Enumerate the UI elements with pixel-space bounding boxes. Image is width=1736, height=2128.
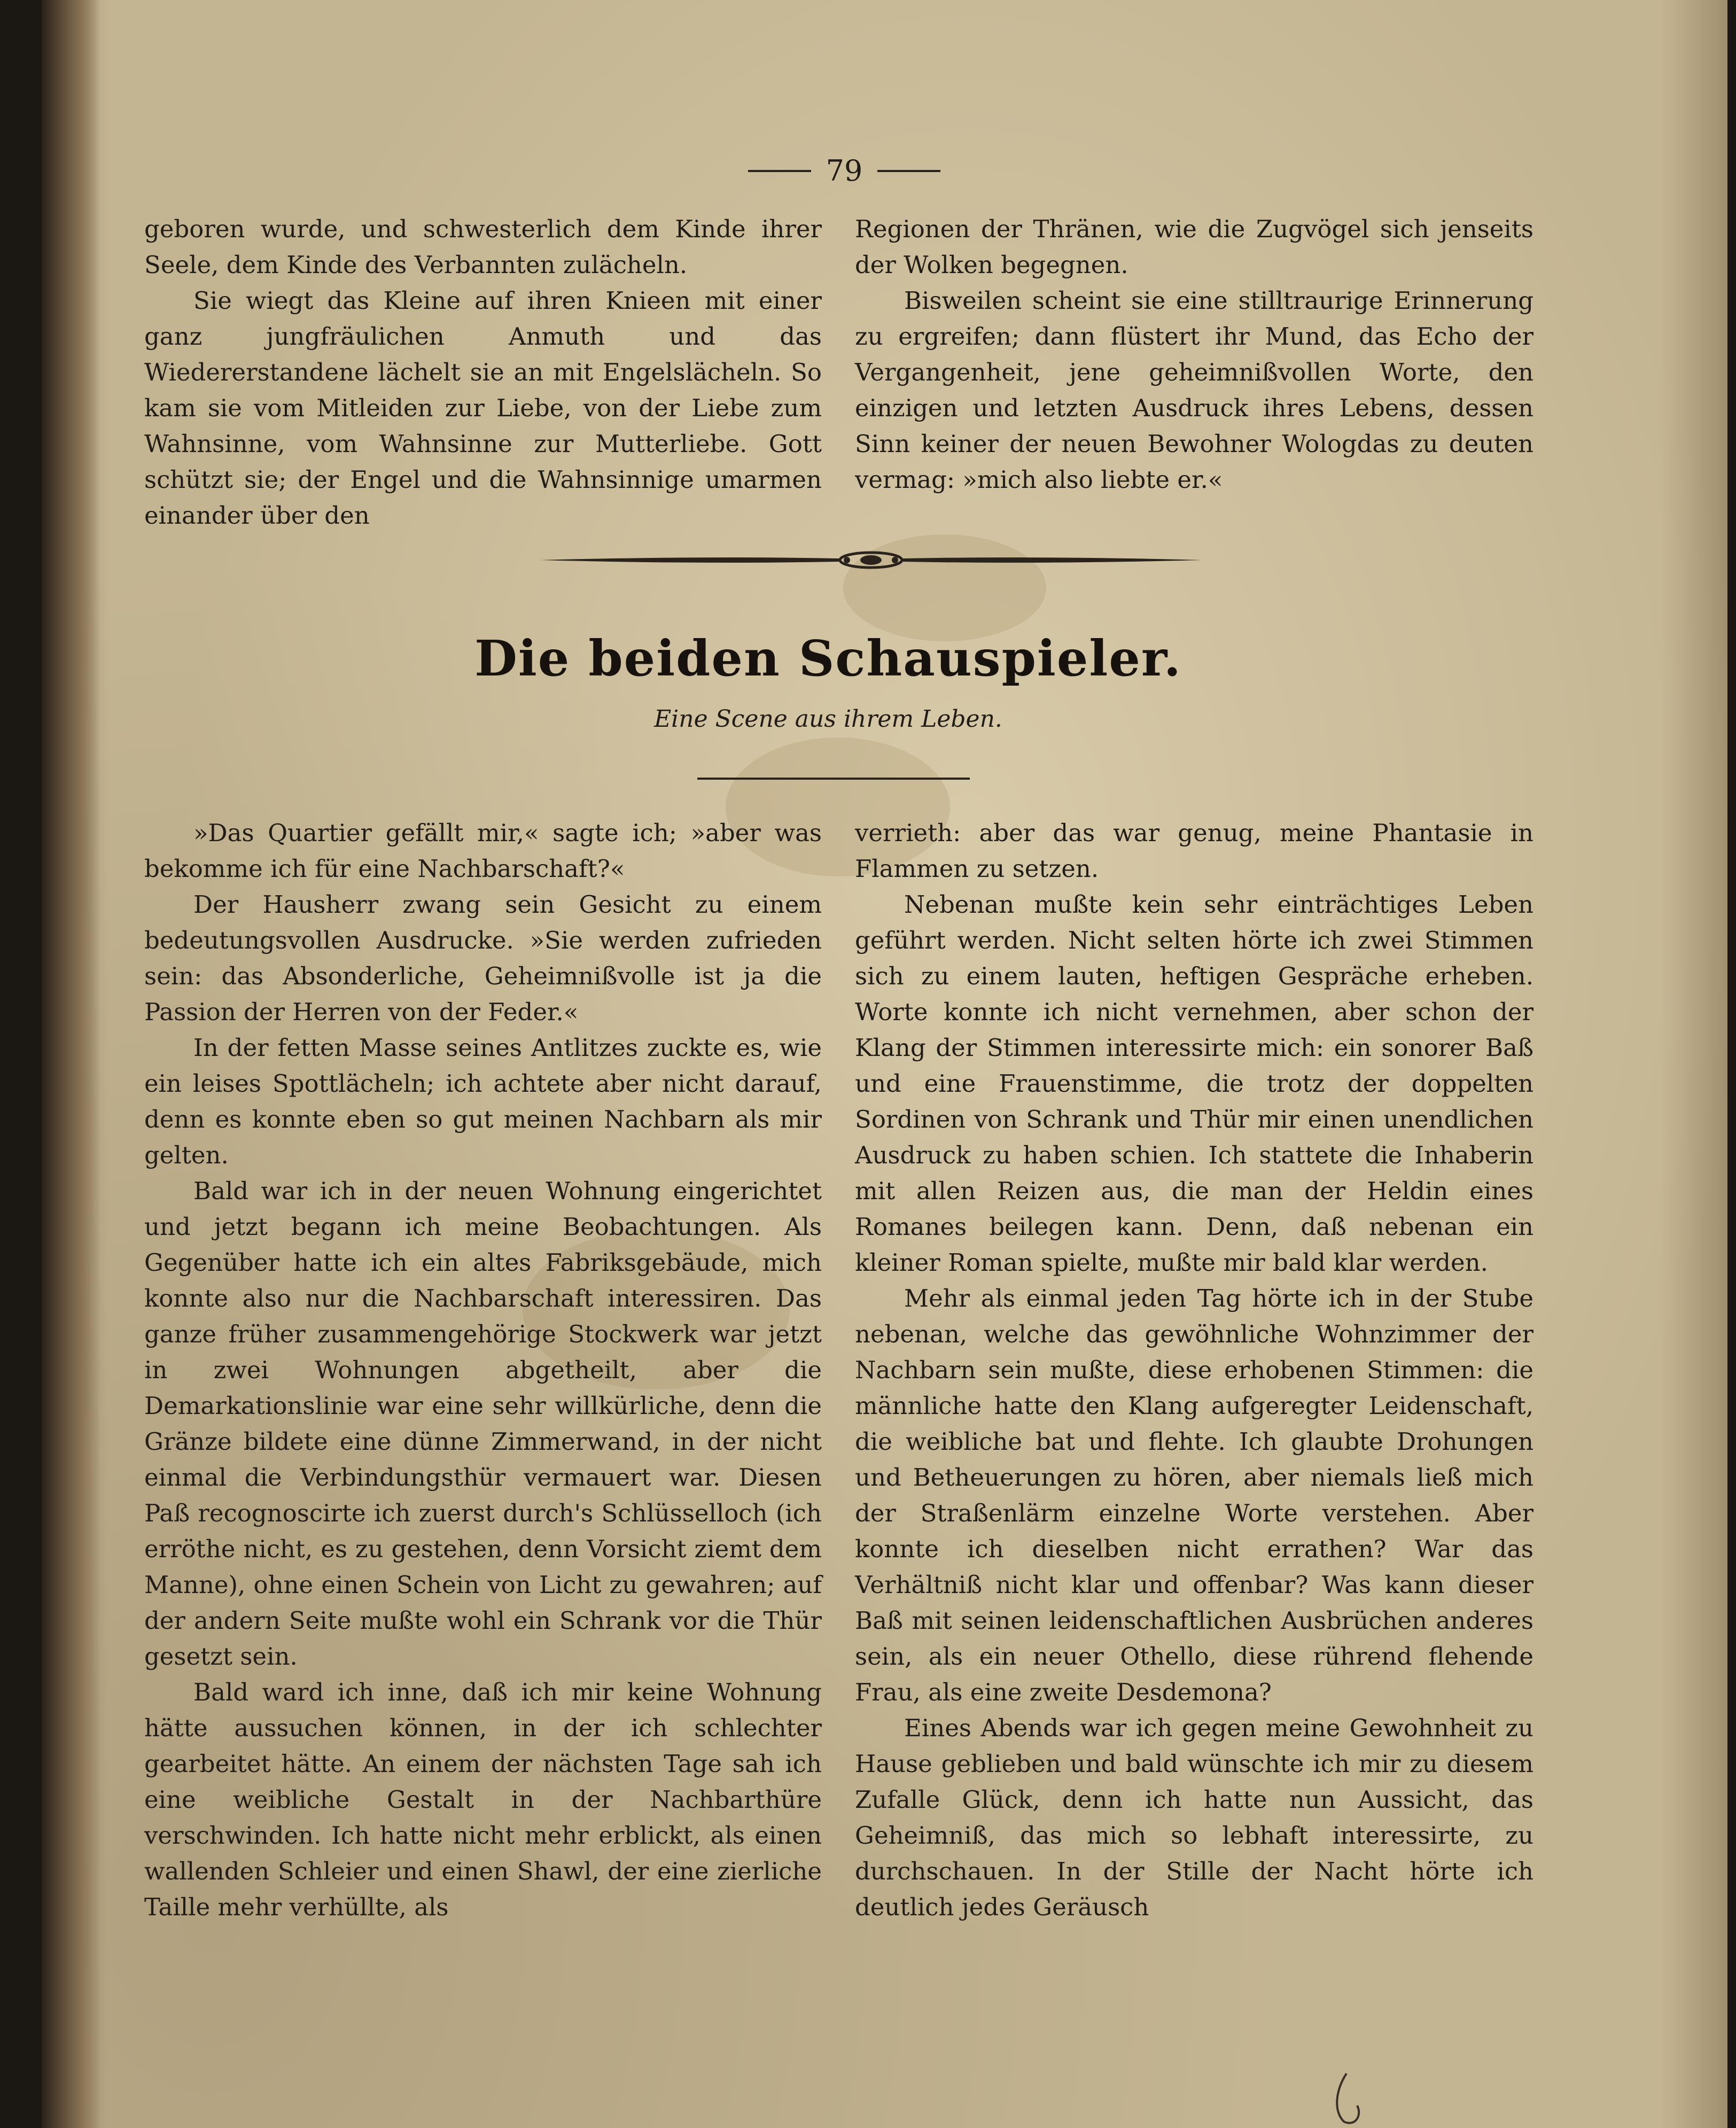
ornamental-divider bbox=[540, 544, 1202, 576]
top-right-column bbox=[855, 211, 1533, 498]
paragraph: geboren wurde, und schwesterlich dem Kinde ihrer Seele, dem Kinde des Verbannten zulächeln. bbox=[144, 215, 822, 279]
article-right-column bbox=[855, 815, 1533, 1925]
top-left-column bbox=[144, 211, 822, 533]
paragraph: Bald war ich in der neuen Wohnung eingerichtet und jetzt begann ich meine Beobachtungen. Als Gegenüber hatte ich ein altes Fabriksgebäude, mich konnte also nur die Nachbarschaft interessiren. Das ganze früher zusammengehörige Stockwerk war jetzt in zwei Wohnungen abgetheilt, aber die Demarkationslinie war eine sehr willkürliche, denn die Gränze bildete eine dünne Zimmerwand, in der nicht einmal die Verbindungsthür vermauert war. Diesen Paß recognoscirte ich zuerst durch's Schlüsselloch (ich erröthe nicht, es zu gestehen, denn Vorsicht ziemt dem Manne), ohne einen Schein von Licht zu gewahren; auf der andern Seite mußte wohl ein Schrank vor die Thür gesetzt sein. bbox=[144, 1177, 822, 1671]
pencil-mark bbox=[1325, 2068, 1373, 2128]
title-rule bbox=[697, 778, 970, 780]
paragraph: Eines Abends war ich gegen meine Gewohnheit zu Hause geblieben und bald wünschte ich mir zu diesem Zufalle Glück, denn ich hatte nun Aussicht, das Geheimniß, das mich so lebhaft interessirte, zu durchschauen. In der Stille der Nacht hörte ich deutlich jedes Geräusch bbox=[855, 1714, 1533, 1921]
header-dash-left bbox=[748, 170, 811, 172]
paragraph: Bisweilen scheint sie eine stilltraurige Erinnerung zu ergreifen; dann flüstert ihr Mund, das Echo der Vergangenheit, jene geheimnißvollen Worte, den einzigen und letzten Ausdruck ihres Lebens, dessen Sinn keiner der neuen Bewohner Wologdas zu deuten vermag: »mich also liebte er.« bbox=[855, 286, 1533, 494]
paragraph: Mehr als einmal jeden Tag hörte ich in der Stube nebenan, welche das gewöhnliche Wohnzimmer der Nachbarn sein mußte, diese erhobenen Stimmen: die männliche hatte den Klang aufgeregter Leidenschaft, die weibliche bat und flehte. Ich glaubte Drohungen und Betheuerungen zu hören, aber niemals ließ mich der Straßenlärm einzelne Worte verstehen. Aber konnte ich dieselben nicht errathen? War das Verhältniß nicht klar und offenbar? Was kann dieser Baß mit seinen leidenschaftlichen Ausbrüchen anderes sein, als ein neuer Othello, diese rührend flehende Frau, als eine zweite Desdemona? bbox=[855, 1284, 1533, 1706]
paragraph: Bald ward ich inne, daß ich mir keine Wohnung hätte aussuchen können, in der ich schlechter gearbeitet hätte. An einem der nächsten Tage sah ich eine weibliche Gestalt in der Nachbarthüre verschwinden. Ich hatte nicht mehr erblickt, als einen wallenden Schleier und einen Shawl, der eine zierliche Taille mehr verhüllte, als bbox=[144, 1678, 822, 1921]
article-left-column bbox=[144, 815, 822, 1925]
header-dash-right bbox=[877, 170, 940, 172]
book-spine-shadow bbox=[42, 0, 100, 2128]
paragraph: In der fetten Masse seines Antlitzes zuckte es, wie ein leises Spottlächeln; ich achtete aber nicht darauf, denn es konnte eben so gut meinen Nachbarn als mir gelten. bbox=[144, 1034, 822, 1169]
article-subtitle: Eine Scene aus ihrem Leben. bbox=[654, 705, 1002, 733]
paragraph: Der Hausherr zwang sein Gesicht zu einem bedeutungsvollen Ausdrucke. »Sie werden zufrieden sein: das Absonderliche, Geheimnißvolle ist ja die Passion der Herren von der Feder.« bbox=[144, 890, 822, 1026]
paragraph: »Das Quartier gefällt mir,« sagte ich; »aber was bekomme ich für eine Nachbarschaft?« bbox=[144, 819, 822, 883]
page-number: 79 bbox=[826, 154, 863, 188]
page-number-header bbox=[727, 152, 962, 190]
article-title: Die beiden Schauspieler. bbox=[474, 630, 1182, 687]
paragraph: Regionen der Thränen, wie die Zugvögel sich jenseits der Wolken begegnen. bbox=[855, 215, 1533, 279]
paragraph: verrieth: aber das war genug, meine Phantasie in Flammen zu setzen. bbox=[855, 819, 1533, 883]
paragraph: Sie wiegt das Kleine auf ihren Knieen mit einer ganz jungfräulichen Anmuth und das Wiedererstandene lächelt sie an mit Engelslächeln. So kam sie vom Mitleiden zur Liebe, von der Liebe zum Wahnsinne, vom Wahnsinne zur Mutterliebe. Gott schützt sie; der Engel und die Wahnsinnige umarmen einander über den bbox=[144, 286, 822, 530]
paragraph: Nebenan mußte kein sehr einträchtiges Leben geführt werden. Nicht selten hörte ich zwei Stimmen sich zu einem lauten, heftigen Gespräche erheben. Worte konnte ich nicht vernehmen, aber schon der Klang der Stimmen interessirte mich: ein sonorer Baß und eine Frauenstimme, die trotz der doppelten Sordinen von Schrank und Thür mir einen unendlichen Ausdruck zu haben schien. Ich stattete die Inhaberin mit allen Reizen aus, die man der Heldin eines Romanes beilegen kann. Denn, daß nebenan ein kleiner Roman spielte, mußte mir bald klar werden. bbox=[855, 890, 1533, 1277]
